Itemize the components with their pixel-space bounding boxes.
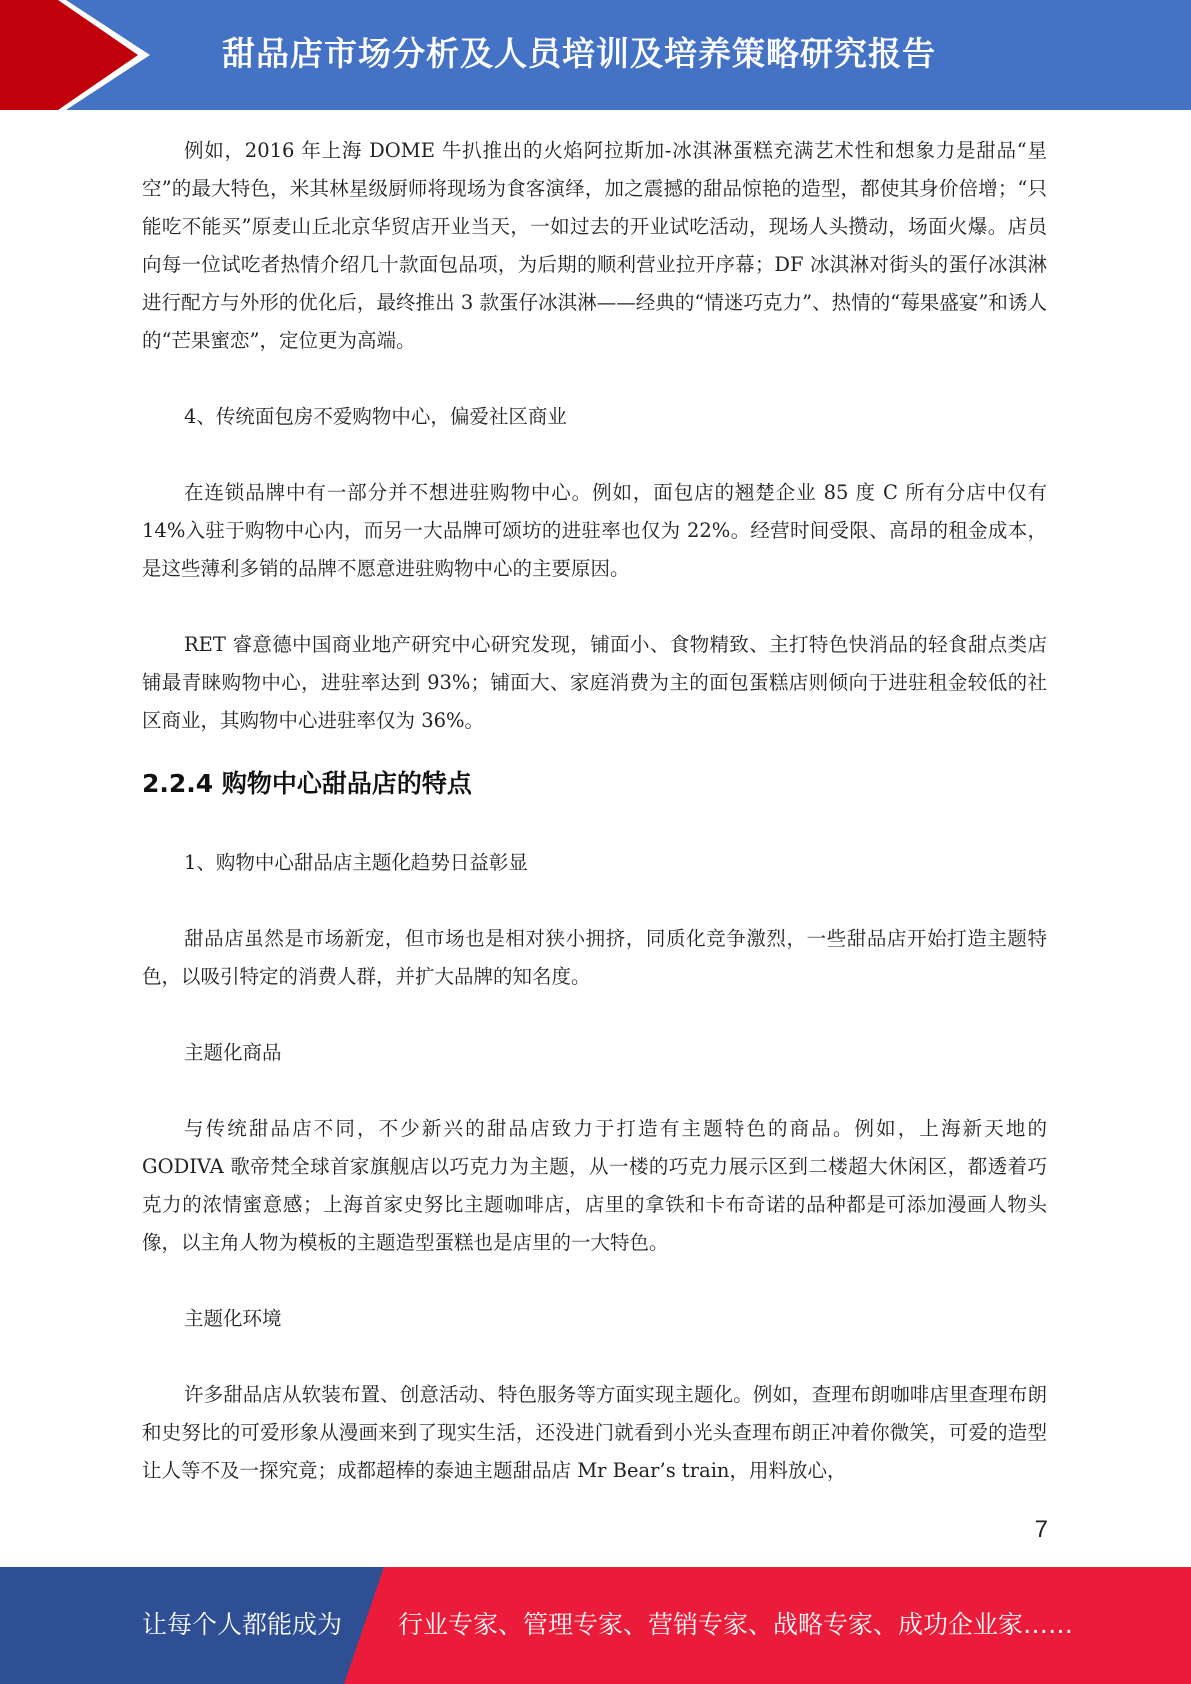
subheading-theme-trend: 1、购物中心甜品店主题化趋势日益彰显 <box>184 851 528 874</box>
footer-slogan-left: 让每个人都能成为 <box>142 1610 343 1639</box>
paragraph-dome-example: 例如，2016 年上海 DOME 牛扒推出的火焰阿拉斯加-冰淇淋蛋糕充满艺术性和想象力是甜品“星空”的最大特色，米其林星级厨师将现场为食客演绎，加之震撼的甜品惊艳的造型，都使其身价倍增；“只能吃不能买”原麦山丘北京华贸店开业当天，一如过去的开业试吃活动，现场人头攒动，场面火爆。店员向每一位试吃者热情介绍几十款面包品项，为后期的顺利营业拉开序幕；DF 冰淇淋对街头的蛋仔冰淇淋进行配方与外形的优化后，最终推出 3 款蛋仔冰淇淋——经典的“情迷巧克力”、热情的“莓果盛宴”和诱人的“芒果蜜恋”，定位更为高端。 <box>142 139 1047 352</box>
page-number: 7 <box>1034 1516 1048 1543</box>
subheading-themed-environment: 主题化环境 <box>184 1307 282 1330</box>
page-content <box>142 132 1047 1490</box>
paragraph-themed-products: 与传统甜品店不同，不少新兴的甜品店致力于打造有主题特色的商品。例如，上海新天地的 GODIVA 歌帝梵全球首家旗舰店以巧克力为主题，从一楼的巧克力展示区到二楼超大休闲区，都透着巧克力的浓情蜜意感；上海首家史努比主题咖啡店，店里的拿铁和卡布奇诺的品种都是可添加漫画人物头像，以主角人物为模板的主题造型蛋糕也是店里的一大特色。 <box>142 1117 1047 1254</box>
subheading-themed-products: 主题化商品 <box>184 1041 282 1064</box>
section-heading: 2.2.4 购物中心甜品店的特点 <box>142 769 472 798</box>
footer-slogan-right: 行业专家、管理专家、营销专家、战略专家、成功企业家…… <box>398 1610 1074 1639</box>
footer-banner <box>0 1567 1191 1684</box>
chevron-decoration-icon <box>0 0 160 110</box>
paragraph-ret-research: RET 睿意德中国商业地产研究中心研究发现，铺面小、食物精致、主打特色快消品的轻食甜点类店铺最青睐购物中心，进驻率达到 93%；铺面大、家庭消费为主的面包蛋糕店则倾向于进驻租金较低的社区商业，其购物中心进驻率仅为 36%。 <box>142 633 1047 732</box>
header-banner <box>0 0 1191 110</box>
document-title: 甜品店市场分析及人员培训及培养策略研究报告 <box>222 34 936 73</box>
paragraph-themed-environment: 许多甜品店从软装布置、创意活动、特色服务等方面实现主题化。例如，查理布朗咖啡店里查理布朗和史努比的可爱形象从漫画来到了现实生活，还没进门就看到小光头查理布朗正冲着你微笑，可爱的造型让人等不及一探究竟；成都超棒的泰迪主题甜品店 Mr Bear’s train，用料放心， <box>142 1383 1047 1482</box>
paragraph-market-competition: 甜品店虽然是市场新宠，但市场也是相对狭小拥挤，同质化竞争激烈，一些甜品店开始打造主题特色，以吸引特定的消费人群，并扩大品牌的知名度。 <box>142 927 1047 988</box>
subheading-bakery-community: 4、传统面包房不爱购物中心，偏爱社区商业 <box>184 405 567 428</box>
paragraph-chain-brands: 在连锁品牌中有一部分并不想进驻购物中心。例如，面包店的翘楚企业 85 度 C 所有分店中仅有 14%入驻于购物中心内，而另一大品牌可颂坊的进驻率也仅为 22%。经营时间受限、高昂的租金成本，是这些薄利多销的品牌不愿意进驻购物中心的主要原因。 <box>142 481 1047 580</box>
